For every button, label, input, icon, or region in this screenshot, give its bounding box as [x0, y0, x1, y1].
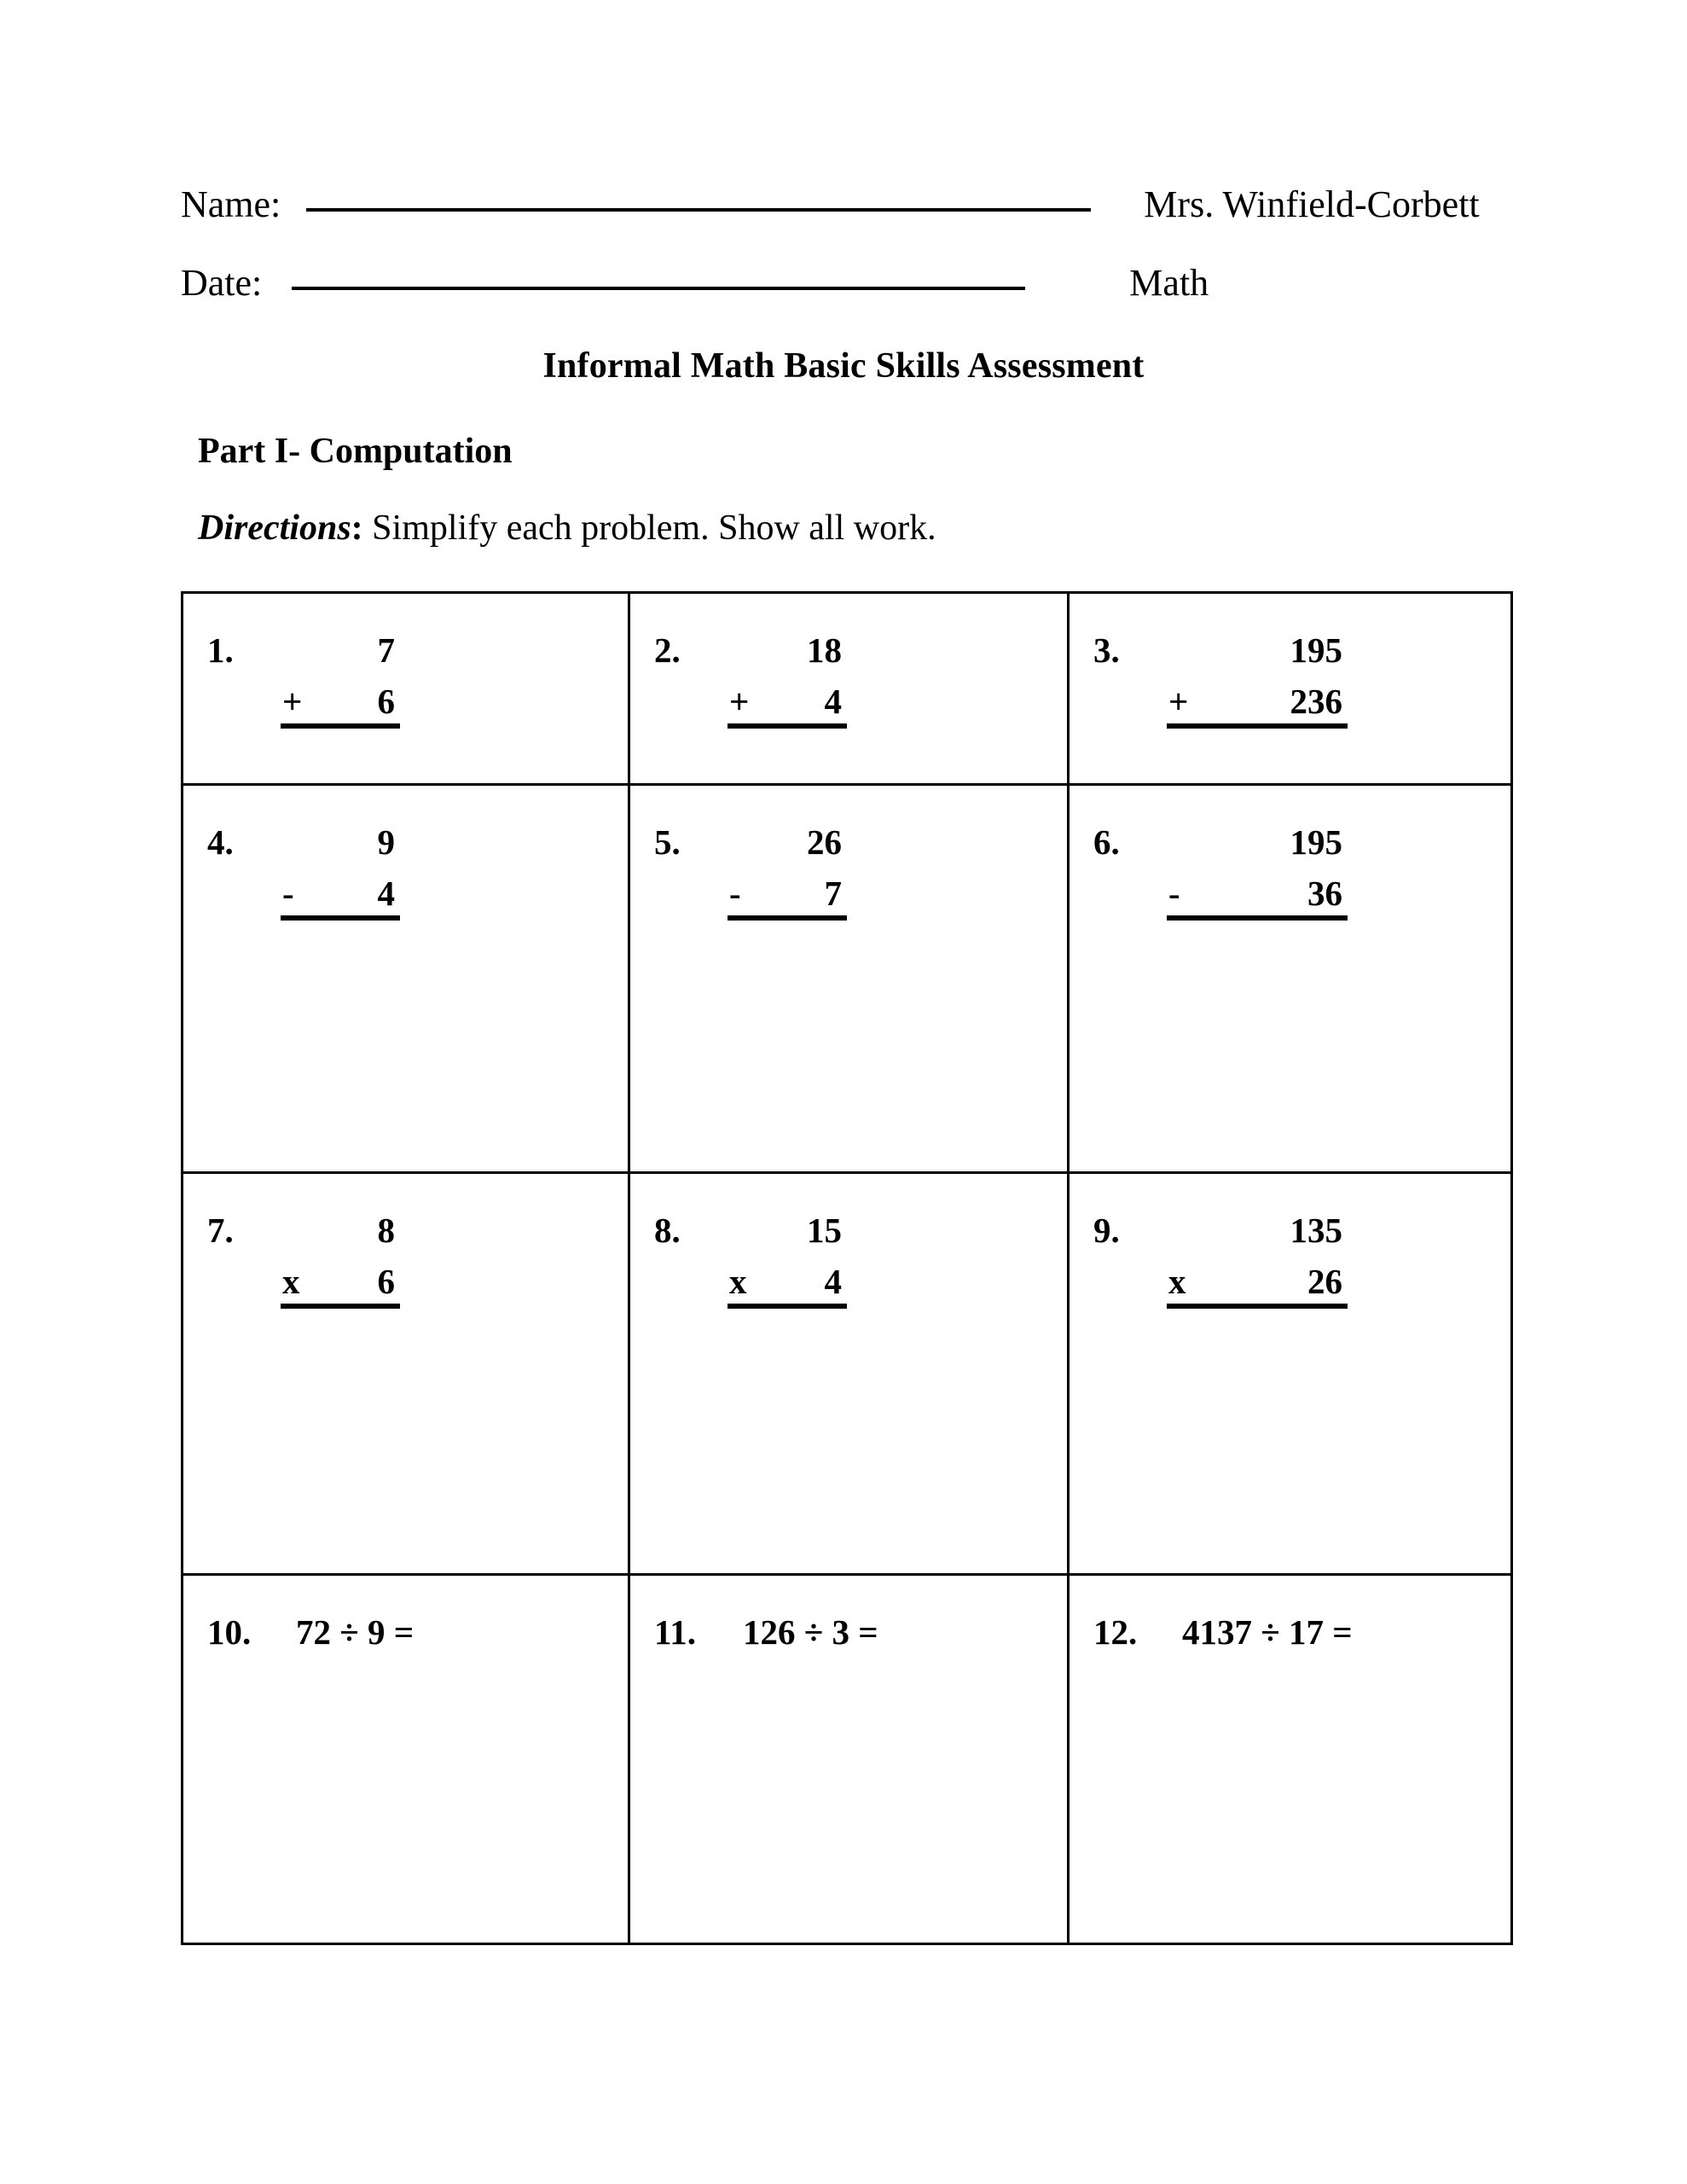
problem-cell-10 [183, 1575, 629, 1944]
operand-top: 9 [377, 822, 395, 862]
problem-cell-12 [1069, 1575, 1512, 1944]
problem-5 [654, 822, 847, 921]
problem-number: 2. [654, 630, 681, 670]
operand-bottom-row [728, 1264, 847, 1309]
problem-6 [1093, 822, 1348, 921]
operator-sign: + [1168, 682, 1189, 721]
problem-12 [1093, 1612, 1353, 1653]
table-row [183, 785, 1512, 1173]
operand-bottom-row [281, 684, 400, 729]
worksheet-header [181, 183, 1503, 343]
problem-8 [654, 1210, 847, 1309]
problem-cell-4 [183, 785, 629, 1173]
problem-number: 7. [207, 1211, 234, 1250]
operand-top: 195 [1290, 822, 1342, 862]
problem-expression: 126 ÷ 3 = [743, 1612, 878, 1652]
operand-top: 15 [807, 1211, 842, 1250]
problem-table [181, 591, 1513, 1945]
table-row [183, 1173, 1512, 1575]
problem-11 [654, 1612, 878, 1653]
problem-cell-2 [629, 593, 1069, 785]
table-row [183, 1575, 1512, 1944]
problem-cell-6 [1069, 785, 1512, 1173]
operator-sign: - [1168, 874, 1180, 913]
operand-bottom-row [728, 876, 847, 921]
problem-number: 12. [1093, 1612, 1138, 1652]
problem-number: 1. [207, 630, 234, 670]
subject-label: Math [1129, 262, 1209, 304]
directions-text: Simplify each problem. Show all work. [362, 508, 936, 548]
problem-number: 9. [1093, 1211, 1120, 1250]
date-row [181, 264, 1503, 343]
operand-top: 7 [377, 630, 395, 670]
operand-top: 135 [1290, 1211, 1342, 1250]
problem-3 [1093, 630, 1348, 729]
operand-bottom: 26 [1307, 1262, 1342, 1301]
operator-sign: + [282, 682, 303, 721]
operand-bottom: 36 [1307, 874, 1342, 913]
problem-cell-3 [1069, 593, 1512, 785]
directions-label: Directions [198, 508, 351, 548]
operand-top: 195 [1290, 630, 1342, 670]
problem-4 [207, 822, 400, 921]
problem-cell-11 [629, 1575, 1069, 1944]
date-label: Date: [181, 262, 263, 304]
problem-cell-9 [1069, 1173, 1512, 1575]
problem-7 [207, 1210, 400, 1309]
operand-bottom: 236 [1290, 682, 1342, 721]
date-blank-field[interactable] [292, 286, 1025, 290]
problem-1 [207, 630, 400, 729]
operand-bottom: 4 [377, 874, 395, 913]
teacher-name: Mrs. Winfield-Corbett [1144, 183, 1480, 225]
directions-colon: : [351, 508, 363, 548]
problem-number: 5. [654, 822, 681, 862]
operand-top: 18 [807, 630, 842, 670]
problem-expression: 72 ÷ 9 = [296, 1612, 415, 1652]
problem-number: 10. [207, 1612, 252, 1652]
part-heading: Part I- Computation [198, 432, 513, 471]
operator-sign: x [282, 1262, 300, 1301]
problem-number: 11. [654, 1612, 696, 1652]
problem-2 [654, 630, 847, 729]
operator-sign: x [729, 1262, 747, 1301]
operand-bottom: 6 [377, 1262, 395, 1301]
operand-top: 8 [377, 1211, 395, 1250]
problem-cell-8 [629, 1173, 1069, 1575]
operand-bottom: 4 [824, 1262, 842, 1301]
problem-number: 4. [207, 822, 234, 862]
problem-number: 6. [1093, 822, 1120, 862]
problem-10 [207, 1612, 414, 1653]
operator-sign: + [729, 682, 750, 721]
problem-number: 8. [654, 1211, 681, 1250]
problem-cell-5 [629, 785, 1069, 1173]
problem-expression: 4137 ÷ 17 = [1182, 1612, 1353, 1652]
table-row [183, 593, 1512, 785]
operator-sign: x [1168, 1262, 1186, 1301]
name-label: Name: [181, 183, 281, 225]
operand-bottom-row [281, 1264, 400, 1309]
operator-sign: - [282, 874, 294, 913]
problem-cell-7 [183, 1173, 629, 1575]
operand-bottom-row [1167, 876, 1348, 921]
problem-number: 3. [1093, 630, 1120, 670]
operator-sign: - [729, 874, 741, 913]
page-title: Informal Math Basic Skills Assessment [542, 346, 1145, 386]
operand-bottom: 4 [824, 682, 842, 721]
operand-bottom-row [281, 876, 400, 921]
problem-9 [1093, 1210, 1348, 1309]
operand-bottom-row [1167, 1264, 1348, 1309]
problem-cell-1 [183, 593, 629, 785]
name-row [181, 183, 1503, 264]
operand-bottom: 6 [377, 682, 395, 721]
operand-bottom-row [1167, 684, 1348, 729]
operand-bottom: 7 [824, 874, 842, 913]
operand-top: 26 [807, 822, 842, 862]
name-blank-field[interactable] [306, 207, 1091, 212]
directions-line [198, 508, 936, 549]
operand-bottom-row [728, 684, 847, 729]
